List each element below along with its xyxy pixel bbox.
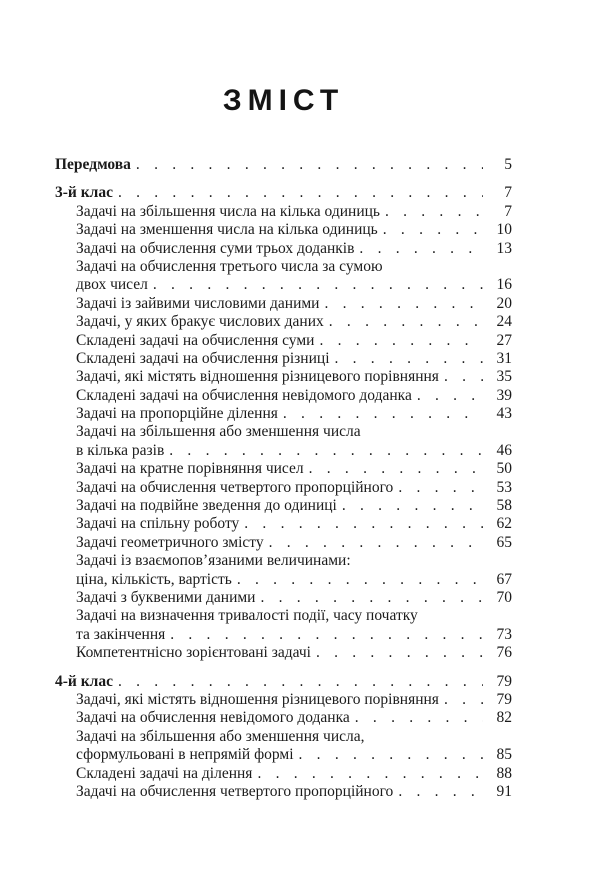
toc-entry bbox=[55, 479, 512, 497]
dot-leader bbox=[329, 313, 483, 331]
toc-entry bbox=[55, 765, 512, 783]
toc-entry-page: 35 bbox=[496, 368, 512, 386]
dot-leader bbox=[170, 626, 483, 644]
toc-entry-label: Складені задачі на обчислення суми bbox=[76, 331, 315, 349]
toc-entry-label: Задачі на обчислення четвертого пропорційного bbox=[76, 478, 394, 496]
toc-entry-page: 24 bbox=[496, 313, 512, 331]
toc-entry-label: 4-й клас bbox=[55, 672, 113, 690]
toc-entry-label: Задачі на подвійне зведення до одиниці bbox=[76, 497, 337, 515]
toc-entry-label: Передмова bbox=[55, 156, 131, 173]
toc-entry-page: 50 bbox=[496, 460, 512, 478]
toc-entry bbox=[55, 728, 512, 765]
toc-entry bbox=[55, 258, 512, 295]
toc-entry-page: 20 bbox=[496, 294, 512, 312]
toc-entry-label: Складені задачі на ділення bbox=[76, 764, 253, 782]
dot-leader bbox=[118, 184, 483, 202]
toc-entry-line bbox=[55, 515, 512, 533]
toc-entry bbox=[55, 691, 512, 709]
toc-entry-line bbox=[55, 276, 512, 294]
toc-entry-line bbox=[55, 423, 512, 441]
toc-entry-line bbox=[55, 728, 512, 746]
toc-entry-label: Задачі із взаємопов’язаними величинами: bbox=[76, 552, 351, 570]
toc-entry-label: та закінчення bbox=[76, 625, 166, 643]
toc-entry bbox=[55, 350, 512, 368]
toc-entry-label: Задачі на обчислення невідомого доданка bbox=[76, 709, 350, 727]
toc-entry-label: Складені задачі на обчислення різниці bbox=[76, 349, 330, 367]
toc-entry bbox=[55, 552, 512, 589]
toc-entry-line bbox=[55, 673, 512, 691]
toc-entry-line bbox=[55, 497, 512, 515]
dot-leader bbox=[257, 765, 483, 783]
toc-entry-line bbox=[55, 571, 512, 589]
dot-leader bbox=[153, 276, 483, 294]
toc-entry bbox=[55, 644, 512, 662]
dot-leader bbox=[417, 387, 483, 405]
toc-entry bbox=[55, 497, 512, 515]
toc-entry-page: 65 bbox=[496, 533, 512, 551]
toc-entry-line bbox=[55, 626, 512, 644]
toc-entry-label: Складені задачі на обчислення невідомого доданка bbox=[76, 386, 412, 404]
toc-entry-page: 70 bbox=[496, 588, 512, 606]
toc-entry-line bbox=[55, 534, 512, 552]
toc-entry-page: 67 bbox=[496, 570, 512, 588]
toc-entry bbox=[55, 332, 512, 350]
toc-entry-page: 13 bbox=[496, 239, 512, 257]
toc-entry-page: 91 bbox=[496, 782, 512, 800]
toc-entry-label: Задачі на обчислення третього числа за сумою bbox=[76, 257, 383, 275]
dot-leader bbox=[299, 746, 483, 764]
dot-leader bbox=[335, 350, 484, 368]
dot-leader bbox=[444, 368, 483, 386]
toc-entry bbox=[55, 313, 512, 331]
toc-entry bbox=[55, 783, 512, 801]
toc-entry-page: 27 bbox=[496, 331, 512, 349]
toc-entry-label: Задачі на обчислення четвертого пропорційного bbox=[76, 782, 394, 800]
toc-entry-label: Задачі на збільшення числа на кілька одиниць bbox=[76, 202, 380, 220]
dot-leader bbox=[136, 156, 483, 174]
toc-entry-line bbox=[55, 746, 512, 764]
toc-entry-label: ціна, кількість, вартість bbox=[76, 570, 232, 588]
dot-leader bbox=[319, 332, 483, 350]
toc-entry-label: Задачі на кратне порівняння чисел bbox=[76, 460, 304, 478]
dot-leader bbox=[383, 221, 483, 239]
dot-leader bbox=[398, 783, 483, 801]
toc-entry-page: 31 bbox=[496, 349, 512, 367]
toc-entry bbox=[55, 589, 512, 607]
toc-entry-line bbox=[55, 589, 512, 607]
toc-entry bbox=[55, 515, 512, 533]
toc-entry-page: 53 bbox=[496, 478, 512, 496]
toc-entry-page: 82 bbox=[496, 709, 512, 727]
toc-entry-page: 7 bbox=[504, 202, 512, 220]
toc-entry-line bbox=[55, 405, 512, 423]
dot-leader bbox=[324, 295, 483, 313]
toc-entry-line bbox=[55, 691, 512, 709]
dot-leader bbox=[444, 691, 483, 709]
toc-entry-line bbox=[55, 783, 512, 801]
toc-entry-label: 3-й клас bbox=[55, 184, 113, 202]
toc-entry bbox=[55, 607, 512, 644]
toc-entry bbox=[55, 460, 512, 478]
toc-entry-label: Задачі на пропорційне ділення bbox=[76, 405, 278, 423]
dot-leader bbox=[244, 515, 483, 533]
toc-entry-label: Задачі, у яких бракує числових даних bbox=[76, 313, 324, 331]
toc-entry-page: 7 bbox=[504, 184, 512, 202]
toc-entry-page: 73 bbox=[496, 625, 512, 643]
toc-entry-page: 76 bbox=[496, 644, 512, 662]
toc-entry-line bbox=[55, 184, 512, 202]
toc-entry-line bbox=[55, 295, 512, 313]
toc-entry bbox=[55, 156, 512, 174]
dot-leader bbox=[118, 673, 483, 691]
toc-entry bbox=[55, 673, 512, 691]
toc-entry-label: Задачі на збільшення або зменшення числа bbox=[76, 423, 361, 441]
toc-entry-line bbox=[55, 240, 512, 258]
toc-entry-line bbox=[55, 479, 512, 497]
dot-leader bbox=[269, 534, 483, 552]
dot-leader bbox=[260, 589, 483, 607]
toc-entry-label: Задачі на обчислення суми трьох доданків bbox=[76, 239, 355, 257]
toc-entry-page: 10 bbox=[496, 221, 512, 239]
toc-entry-page: 79 bbox=[496, 672, 512, 690]
toc-entry bbox=[55, 387, 512, 405]
toc-entry-line bbox=[55, 442, 512, 460]
toc-entry-line bbox=[55, 313, 512, 331]
toc-entry-line bbox=[55, 765, 512, 783]
toc-entry-page: 85 bbox=[496, 746, 512, 764]
toc-entry-label: Задачі на зменшення числа на кілька одиниць bbox=[76, 221, 378, 239]
dot-leader bbox=[237, 571, 483, 589]
toc-entry-page: 58 bbox=[496, 497, 512, 515]
toc-entry-label: Задачі з буквеними даними bbox=[76, 588, 256, 606]
toc-entry-label: Задачі геометричного змісту bbox=[76, 533, 264, 551]
toc-entry-label: Задачі на збільшення або зменшення числа, bbox=[76, 727, 365, 745]
toc-entry-label: сформульовані в непрямій формі bbox=[76, 746, 294, 764]
toc-entry-page: 46 bbox=[496, 441, 512, 459]
dot-leader bbox=[309, 460, 483, 478]
toc-entry-line bbox=[55, 368, 512, 386]
toc-entry bbox=[55, 184, 512, 202]
toc-entry-page: 88 bbox=[496, 764, 512, 782]
toc-entry-line bbox=[55, 203, 512, 221]
dot-leader bbox=[316, 644, 483, 662]
toc-entry-label: Задачі, які містять відношення різницевого порівняння bbox=[76, 368, 439, 386]
dot-leader bbox=[355, 709, 483, 727]
toc-entry-label: двох чисел bbox=[76, 276, 148, 294]
toc-entry-line bbox=[55, 156, 512, 174]
toc-entry-line bbox=[55, 552, 512, 570]
toc-entry bbox=[55, 203, 512, 221]
toc-entry bbox=[55, 295, 512, 313]
toc-entry bbox=[55, 423, 512, 460]
toc-entry-line bbox=[55, 709, 512, 727]
dot-leader bbox=[398, 479, 483, 497]
toc-entry bbox=[55, 534, 512, 552]
page-title: ЗМІСТ bbox=[222, 84, 345, 117]
toc-entry-page: 62 bbox=[496, 515, 512, 533]
toc-entry bbox=[55, 405, 512, 423]
dot-leader bbox=[342, 497, 483, 515]
toc-entry-label: Задачі на визначення тривалості події, часу початку bbox=[76, 607, 418, 625]
toc-entry-page: 43 bbox=[496, 405, 512, 423]
toc-entry-label: Задачі, які містять відношення різницевого порівняння bbox=[76, 690, 439, 708]
toc-entry-label: в кілька разів bbox=[76, 441, 165, 459]
dot-leader bbox=[283, 405, 483, 423]
toc-entry-line bbox=[55, 607, 512, 625]
toc-entry-line bbox=[55, 387, 512, 405]
toc-entry-label: Компетентнісно зорієнтовані задачі bbox=[76, 644, 311, 662]
table-of-contents bbox=[55, 156, 512, 801]
toc-entry-label: Задачі на спільну роботу bbox=[76, 515, 240, 533]
toc-entry bbox=[55, 221, 512, 239]
toc-entry-line bbox=[55, 350, 512, 368]
toc-entry-page: 39 bbox=[496, 386, 512, 404]
toc-entry-page: 79 bbox=[496, 690, 512, 708]
dot-leader bbox=[359, 240, 483, 258]
toc-entry bbox=[55, 709, 512, 727]
toc-entry-line bbox=[55, 221, 512, 239]
dot-leader bbox=[385, 203, 483, 221]
toc-entry-line bbox=[55, 332, 512, 350]
toc-entry-label: Задачі із зайвими числовими даними bbox=[76, 294, 320, 312]
toc-entry bbox=[55, 368, 512, 386]
toc-entry-page: 16 bbox=[496, 276, 512, 294]
toc-entry-line bbox=[55, 258, 512, 276]
toc-entry-page: 5 bbox=[504, 156, 512, 173]
toc-entry-line bbox=[55, 460, 512, 478]
toc-entry-line bbox=[55, 644, 512, 662]
toc-entry bbox=[55, 240, 512, 258]
dot-leader bbox=[169, 442, 483, 460]
